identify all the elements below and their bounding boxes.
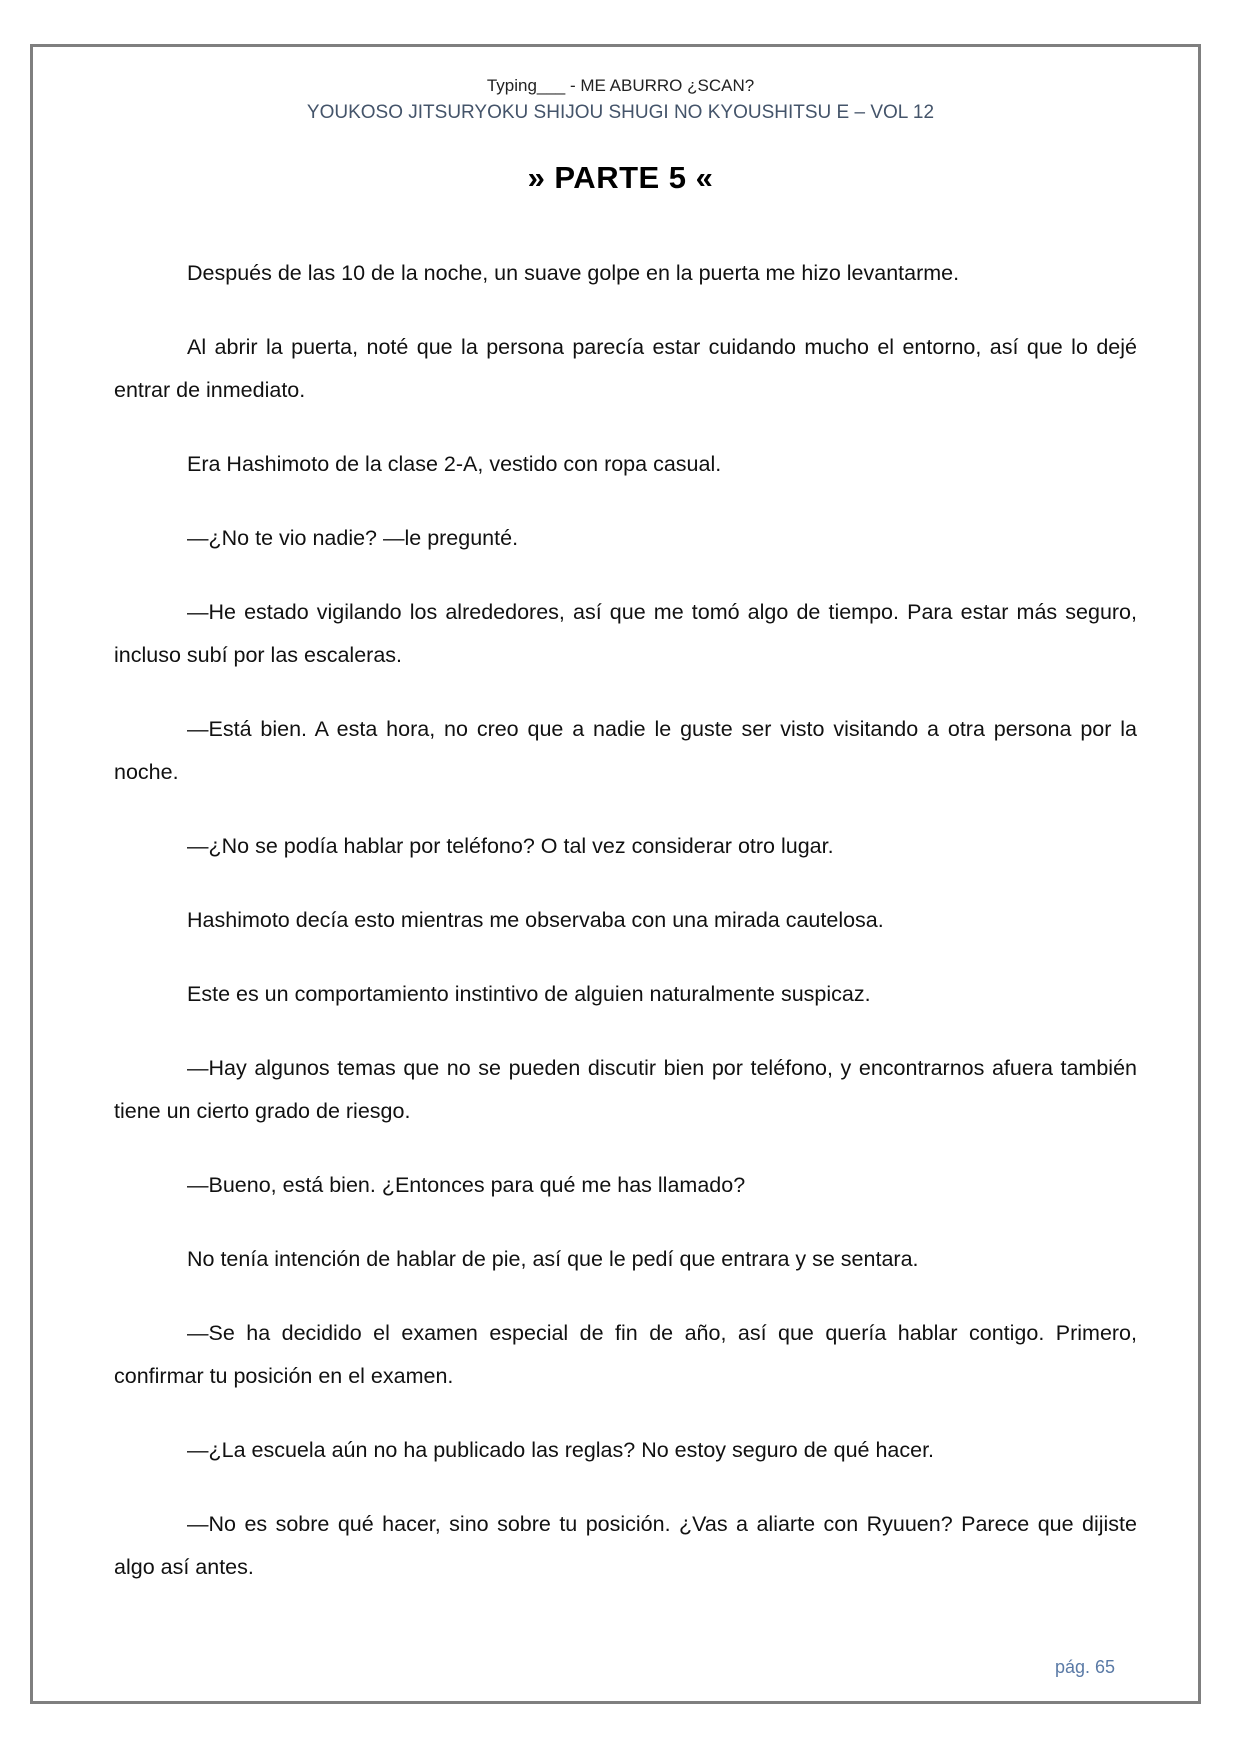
header-credit: Typing___ - ME ABURRO ¿SCAN? [486,76,755,95]
paragraph: —Hay algunos temas que no se pueden discutir bien por teléfono, y encontrarnos afuera también tiene un cierto grado de riesgo. [114,1056,1137,1123]
paragraph: Después de las 10 de la noche, un suave golpe en la puerta me hizo levantarme. [187,261,960,285]
paragraph: —¿La escuela aún no ha publicado las reglas? No estoy seguro de qué hacer. [187,1438,935,1462]
paragraph: —Bueno, está bien. ¿Entonces para qué me has llamado? [187,1173,746,1197]
chapter-title: » PARTE 5 « [527,160,714,195]
paragraph: Hashimoto decía esto mientras me observaba con una mirada cautelosa. [187,908,884,932]
paragraph: Este es un comportamiento instintivo de alguien naturalmente suspicaz. [187,982,871,1006]
paragraph: —He estado vigilando los alrededores, así que me tomó algo de tiempo. Para estar más seguro, incluso subí por las escaleras. [114,600,1137,667]
paragraph: —Se ha decidido el examen especial de fin de año, así que quería hablar contigo. Primero, confirmar tu posición en el examen. [114,1321,1137,1388]
paragraph: —¿No te vio nadie? —le pregunté. [187,526,519,550]
body-text [114,252,1137,1620]
paragraph: —¿No se podía hablar por teléfono? O tal vez considerar otro lugar. [187,834,834,858]
paragraph: Era Hashimoto de la clase 2-A, vestido con ropa casual. [187,452,722,476]
header-series-title: YOUKOSO JITSURYOKU SHIJOU SHUGI NO KYOUSHITSU E – VOL 12 [306,102,935,123]
paragraph: Al abrir la puerta, noté que la persona parecía estar cuidando mucho el entorno, así que lo dejé entrar de inmediato. [114,335,1137,402]
page-number: pág. 65 [1055,1657,1116,1677]
paragraph: —No es sobre qué hacer, sino sobre tu posición. ¿Vas a aliarte con Ryuuen? Parece que dijiste algo así antes. [114,1512,1137,1579]
paragraph: —Está bien. A esta hora, no creo que a nadie le guste ser visto visitando a otra persona por la noche. [114,717,1137,784]
paragraph: No tenía intención de hablar de pie, así que le pedí que entrara y se sentara. [187,1247,919,1271]
